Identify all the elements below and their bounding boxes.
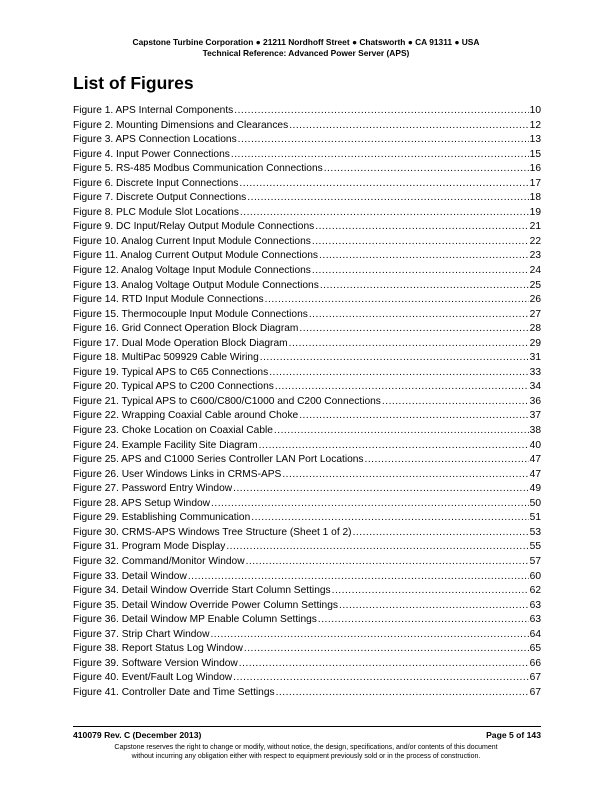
- figure-entry-label: Figure 2. Mounting Dimensions and Clearances: [73, 119, 289, 131]
- figure-entry-label: Figure 22. Wrapping Coaxial Cable around Choke: [73, 410, 299, 422]
- figure-entry[interactable]: [73, 177, 541, 192]
- dot-leader: [289, 337, 529, 352]
- figure-entry[interactable]: [73, 671, 541, 686]
- figure-entry-label: Figure 3. APS Connection Locations: [73, 134, 237, 146]
- figure-entry-label: Figure 8. PLC Module Slot Locations: [73, 206, 239, 218]
- dot-leader: [211, 497, 529, 512]
- figure-entry[interactable]: [73, 584, 541, 599]
- figure-entry-label: Figure 1. APS Internal Components: [73, 105, 234, 116]
- figure-entry[interactable]: [73, 482, 541, 497]
- dot-leader: [332, 584, 529, 599]
- figure-entry[interactable]: [73, 380, 541, 395]
- figure-entry-label: Figure 11. Analog Current Output Module Connections: [73, 250, 319, 262]
- dot-leader: [309, 308, 529, 323]
- figure-entry-page: 67: [529, 686, 541, 698]
- figure-entry-page: 31: [529, 352, 541, 364]
- figure-entry[interactable]: [73, 497, 541, 512]
- figure-entry-label: Figure 29. Establishing Communication: [73, 512, 251, 524]
- figure-entry-page: 33: [529, 366, 541, 378]
- figure-entry-page: 60: [529, 570, 541, 582]
- figure-entry-label: Figure 23. Choke Location on Coaxial Cable: [73, 425, 273, 437]
- dot-leader: [289, 119, 528, 134]
- figure-entry[interactable]: [73, 439, 541, 454]
- figure-entry-page: 49: [529, 483, 541, 495]
- dot-leader: [269, 366, 528, 381]
- dot-leader: [320, 279, 529, 294]
- figure-entry[interactable]: [73, 599, 541, 614]
- footer-divider: [73, 726, 541, 727]
- figure-entry[interactable]: [73, 657, 541, 672]
- figure-entry-page: 67: [529, 672, 541, 684]
- dot-leader: [274, 424, 529, 439]
- figure-entry-label: Figure 31. Program Mode Display: [73, 541, 226, 553]
- dot-leader: [259, 439, 529, 454]
- footer-doc-id: 410079 Rev. C (December 2013): [73, 730, 202, 740]
- figure-entry[interactable]: [73, 322, 541, 337]
- figure-entry-page: 25: [529, 279, 541, 291]
- figure-entry[interactable]: [73, 220, 541, 235]
- figure-entry[interactable]: [73, 642, 541, 657]
- figure-entry[interactable]: [73, 526, 541, 541]
- figure-entry-label: Figure 39. Software Version Window: [73, 657, 238, 669]
- figure-entry-label: Figure 6. Discrete Input Connections: [73, 177, 239, 189]
- figure-entry-page: 63: [529, 614, 541, 626]
- figure-entry[interactable]: [73, 206, 541, 221]
- figure-entry-label: Figure 5. RS-485 Modbus Communication Connections: [73, 163, 323, 175]
- figure-entry-page: 18: [529, 192, 541, 204]
- figure-entry-label: Figure 15. Thermocouple Input Module Connections: [73, 308, 308, 320]
- figure-entry[interactable]: [73, 570, 541, 585]
- figure-entry-label: Figure 18. MultiPac 509929 Cable Wiring: [73, 352, 259, 364]
- figure-entry[interactable]: [73, 264, 541, 279]
- figure-entry-page: 19: [529, 206, 541, 218]
- figure-entry-page: 24: [529, 265, 541, 277]
- figure-entry[interactable]: [73, 162, 541, 177]
- footer-disclaimer-line: without incurring any obligation either with respect to equipment previously sold or in the process of construction.: [131, 753, 481, 760]
- figure-entry[interactable]: [73, 468, 541, 483]
- figure-entry-page: 10: [529, 105, 541, 116]
- figure-entry-page: 47: [529, 454, 541, 466]
- dot-leader: [226, 540, 528, 555]
- figure-entry[interactable]: [73, 279, 541, 294]
- figure-entry-label: Figure 25. APS and C1000 Series Controller LAN Port Locations: [73, 454, 364, 466]
- figure-entry-page: 57: [529, 555, 541, 567]
- figure-entry-label: Figure 34. Detail Window Override Start Column Settings: [73, 585, 331, 597]
- figure-entry[interactable]: [73, 686, 541, 701]
- dot-leader: [246, 555, 529, 570]
- figure-entry-page: 65: [529, 643, 541, 655]
- figure-entry-page: 21: [529, 221, 541, 233]
- figure-entry-page: 15: [529, 148, 541, 160]
- dot-leader: [233, 482, 529, 497]
- list-of-figures: [73, 104, 541, 700]
- figure-entry-label: Figure 27. Password Entry Window: [73, 483, 233, 495]
- figure-entry-page: 64: [529, 628, 541, 640]
- figure-entry-page: 17: [529, 177, 541, 189]
- figure-entry[interactable]: [73, 148, 541, 163]
- figure-entry-label: Figure 21. Typical APS to C600/C800/C1000 and C200 Connections: [73, 395, 381, 407]
- figure-entry-page: 40: [529, 439, 541, 451]
- figure-entry-label: Figure 20. Typical APS to C200 Connections: [73, 381, 274, 393]
- dot-leader: [319, 249, 529, 264]
- figure-entry-label: Figure 12. Analog Voltage Input Module Connections: [73, 265, 311, 277]
- figure-entry[interactable]: [73, 133, 541, 148]
- figure-entry-page: 28: [529, 323, 541, 335]
- figure-entry-page: 29: [529, 337, 541, 349]
- figure-entry-page: 38: [529, 425, 541, 437]
- dot-leader: [318, 613, 529, 628]
- dot-leader: [260, 351, 529, 366]
- figure-entry-label: Figure 9. DC Input/Relay Output Module Connections: [73, 221, 315, 233]
- figure-entry-label: Figure 26. User Windows Links in CRMS-APS: [73, 468, 282, 480]
- dot-leader: [239, 177, 528, 192]
- figure-entry-label: Figure 37. Strip Chart Window: [73, 628, 210, 640]
- figure-entry-page: 50: [529, 497, 541, 509]
- figure-entry[interactable]: [73, 366, 541, 381]
- figure-entry-page: 27: [529, 308, 541, 320]
- dot-leader: [231, 148, 529, 163]
- dot-leader: [238, 133, 529, 148]
- dot-leader: [353, 526, 529, 541]
- figure-entry-label: Figure 28. APS Setup Window: [73, 497, 211, 509]
- figure-entry-page: 23: [529, 250, 541, 262]
- dot-leader: [315, 220, 528, 235]
- figure-entry-label: Figure 19. Typical APS to C65 Connections: [73, 366, 269, 378]
- figure-entry[interactable]: [73, 119, 541, 134]
- dot-leader: [188, 570, 529, 585]
- figure-entry-label: Figure 10. Analog Current Input Module Connections: [73, 235, 311, 247]
- figure-entry[interactable]: [73, 293, 541, 308]
- figure-entry[interactable]: [73, 308, 541, 323]
- figure-entry-page: 66: [529, 657, 541, 669]
- dot-leader: [234, 104, 528, 119]
- figure-entry-label: Figure 32. Command/Monitor Window: [73, 555, 245, 567]
- dot-leader: [233, 671, 529, 686]
- figure-entry-label: Figure 33. Detail Window: [73, 570, 187, 582]
- figure-entry-label: Figure 35. Detail Window Override Power Column Settings: [73, 599, 338, 611]
- dot-leader: [210, 628, 528, 643]
- figure-entry-page: 12: [529, 119, 541, 131]
- dot-leader: [365, 453, 529, 468]
- figure-entry[interactable]: [73, 351, 541, 366]
- figure-entry-page: 62: [529, 585, 541, 597]
- dot-leader: [299, 322, 528, 337]
- figure-entry[interactable]: [73, 409, 541, 424]
- figure-entry[interactable]: [73, 395, 541, 410]
- dot-leader: [244, 642, 529, 657]
- figure-entry-label: Figure 30. CRMS-APS Windows Tree Structure (Sheet 1 of 2): [73, 526, 352, 538]
- header-doc-title: Technical Reference: Advanced Power Server (APS): [202, 48, 410, 58]
- dot-leader: [312, 264, 529, 279]
- dot-leader: [282, 468, 528, 483]
- figure-entry[interactable]: [73, 249, 541, 264]
- figure-entry-label: Figure 4. Input Power Connections: [73, 148, 230, 160]
- figure-entry-page: 34: [529, 381, 541, 393]
- figure-entry[interactable]: [73, 104, 541, 119]
- figure-entry-label: Figure 41. Controller Date and Time Settings: [73, 686, 275, 698]
- page-header: [0, 37, 612, 59]
- figure-entry[interactable]: [73, 511, 541, 526]
- figure-entry-page: 22: [529, 235, 541, 247]
- dot-leader: [339, 599, 529, 614]
- figure-entry-label: Figure 24. Example Facility Site Diagram: [73, 439, 258, 451]
- dot-leader: [265, 293, 529, 308]
- dot-leader: [251, 511, 528, 526]
- footer-page-number: Page 5 of 143: [486, 730, 541, 740]
- footer-disclaimer: [60, 743, 552, 761]
- footer-disclaimer-line: Capstone reserves the right to change or modify, without notice, the design, specifications, and/or contents of this document: [114, 744, 498, 751]
- figure-entry[interactable]: [73, 337, 541, 352]
- figure-entry[interactable]: [73, 453, 541, 468]
- dot-leader: [240, 206, 529, 221]
- figure-entry-page: 16: [529, 163, 541, 175]
- dot-leader: [276, 686, 529, 701]
- figure-entry[interactable]: [73, 555, 541, 570]
- figure-entry-label: Figure 36. Detail Window MP Enable Column Settings: [73, 614, 317, 626]
- figure-entry[interactable]: [73, 191, 541, 206]
- figure-entry-page: 47: [529, 468, 541, 480]
- dot-leader: [239, 657, 529, 672]
- figure-entry-label: Figure 7. Discrete Output Connections: [73, 192, 247, 204]
- figure-entry-page: 26: [529, 294, 541, 306]
- figure-entry-page: 51: [529, 512, 541, 524]
- dot-leader: [312, 235, 529, 250]
- header-address: Capstone Turbine Corporation ● 21211 Nordhoff Street ● Chatsworth ● CA 91311 ● USA: [132, 37, 480, 47]
- figure-entry[interactable]: [73, 540, 541, 555]
- page-title: List of Figures: [73, 73, 194, 93]
- dot-leader: [382, 395, 529, 410]
- figure-entry[interactable]: [73, 424, 541, 439]
- figure-entry-label: Figure 13. Analog Voltage Output Module Connections: [73, 279, 319, 291]
- dot-leader: [275, 380, 529, 395]
- dot-leader: [299, 409, 528, 424]
- figure-entry[interactable]: [73, 613, 541, 628]
- dot-leader: [324, 162, 529, 177]
- figure-entry-page: 37: [529, 410, 541, 422]
- figure-entry-label: Figure 38. Report Status Log Window: [73, 643, 243, 655]
- figure-entry[interactable]: [73, 628, 541, 643]
- figure-entry-label: Figure 17. Dual Mode Operation Block Diagram: [73, 337, 288, 349]
- figure-entry-page: 63: [529, 599, 541, 611]
- figure-entry-label: Figure 40. Event/Fault Log Window: [73, 672, 233, 684]
- figure-entry-page: 13: [529, 134, 541, 146]
- figure-entry-label: Figure 16. Grid Connect Operation Block Diagram: [73, 323, 299, 335]
- figure-entry-label: Figure 14. RTD Input Module Connections: [73, 294, 264, 306]
- figure-entry-page: 53: [529, 526, 541, 538]
- dot-leader: [247, 191, 528, 206]
- footer-bar: [73, 730, 541, 740]
- figure-entry-page: 55: [529, 541, 541, 553]
- figure-entry[interactable]: [73, 235, 541, 250]
- figure-entry-page: 36: [529, 395, 541, 407]
